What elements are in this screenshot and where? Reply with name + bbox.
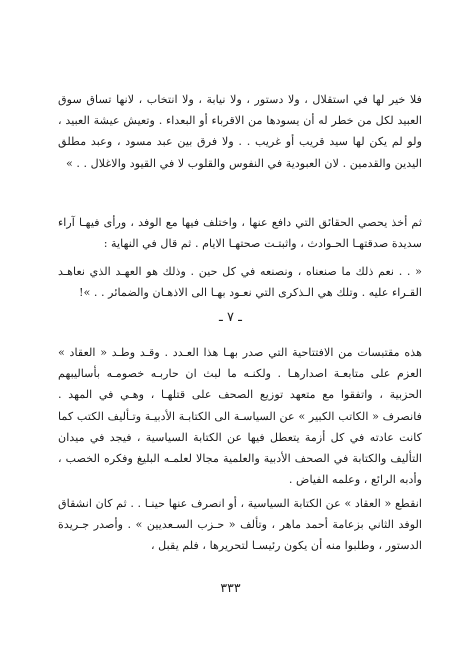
quotation-text: « . . نعم ذلك ما صنعناه ، ونصنعه في كل حين . وذلك هو العهـد الذي نعاهـد القـراء عليه . وتلك هي الـذكرى التي نعـود بهـا الى الاذهـان والضمائر . . »! [58, 265, 422, 300]
paragraph-3 [58, 342, 422, 490]
section-number-heading: ـ ٧ ـ [219, 310, 242, 325]
paragraph-3-text: هذه مقتبسات من الافتتاحية التي صدر بهـا هذا العـدد . وقـد وطـد « العقاد » العزم على متابعـة اصدارهـا . ولكنـه ما لبث ان حاربـه خصومـه بأساليبهم الحزبية ، واتفقوا مع متعهد توزيع الصحف على قتلهـا ، وهـي في المهد . فانصرف « الكاتب الكبير » عن السياسـة الى الكتابـة الأدبيـة وتـأليف الكتب كما كانت عادته في كل أزمة يتعطل فيها عن الكتابة السياسية ، فيجد في ميدان التأليف والكتابة في الصحف الأدبية والعلمية مجالا لعلمـه البليغ وفكره الخصب ، وأدبه الرائع ، وعلمه الفياض . [58, 346, 422, 487]
paragraph-1 [58, 89, 422, 174]
paragraph-2-text: ثم أخذ يحصي الحقائق التي دافع عنها ، واختلف فيها مع الوفد ، ورأى فيهـا آراء سديدة صدقتهـا الحـوادث ، واثبتـت صحتهـا الايام . ثم قال في النهاية : [58, 216, 422, 251]
quotation [58, 261, 422, 303]
paragraph-4-text: انقطع « العقاد » عن الكتابة السياسية ، أو انصرف عنها حينـا . . ثم كان انشقاق الوفد الثاني بزعامة أحمد ماهر ، وتألف « حـزب السـعديين » . وأصدر جـريدة الدستور ، وطلبوا منه أن يكون رئيسـا لتحريرها ، فلم يقبل ، [58, 497, 422, 553]
paragraph-1-text: فلا خير لها في استقلال ، ولا دستور ، ولا نيابة ، ولا انتخاب ، لانها تساق سوق العبيد لكل من خطر له أن يسودها من الاقرباء أو البعداء . وتعيش عيشة العبيد ، ولو لم يكن لها سيد قريب أو غريب . . ولا فرق بين عبد مسود ، وعبد مطلق اليدين والقدمين . لان العبودية في النفوس والقلوب لا في القيود والاغلال . . » [58, 93, 422, 170]
paragraph-4 [58, 493, 422, 557]
paragraph-2 [58, 212, 422, 254]
page-number: ٣٣٣ [220, 580, 241, 595]
